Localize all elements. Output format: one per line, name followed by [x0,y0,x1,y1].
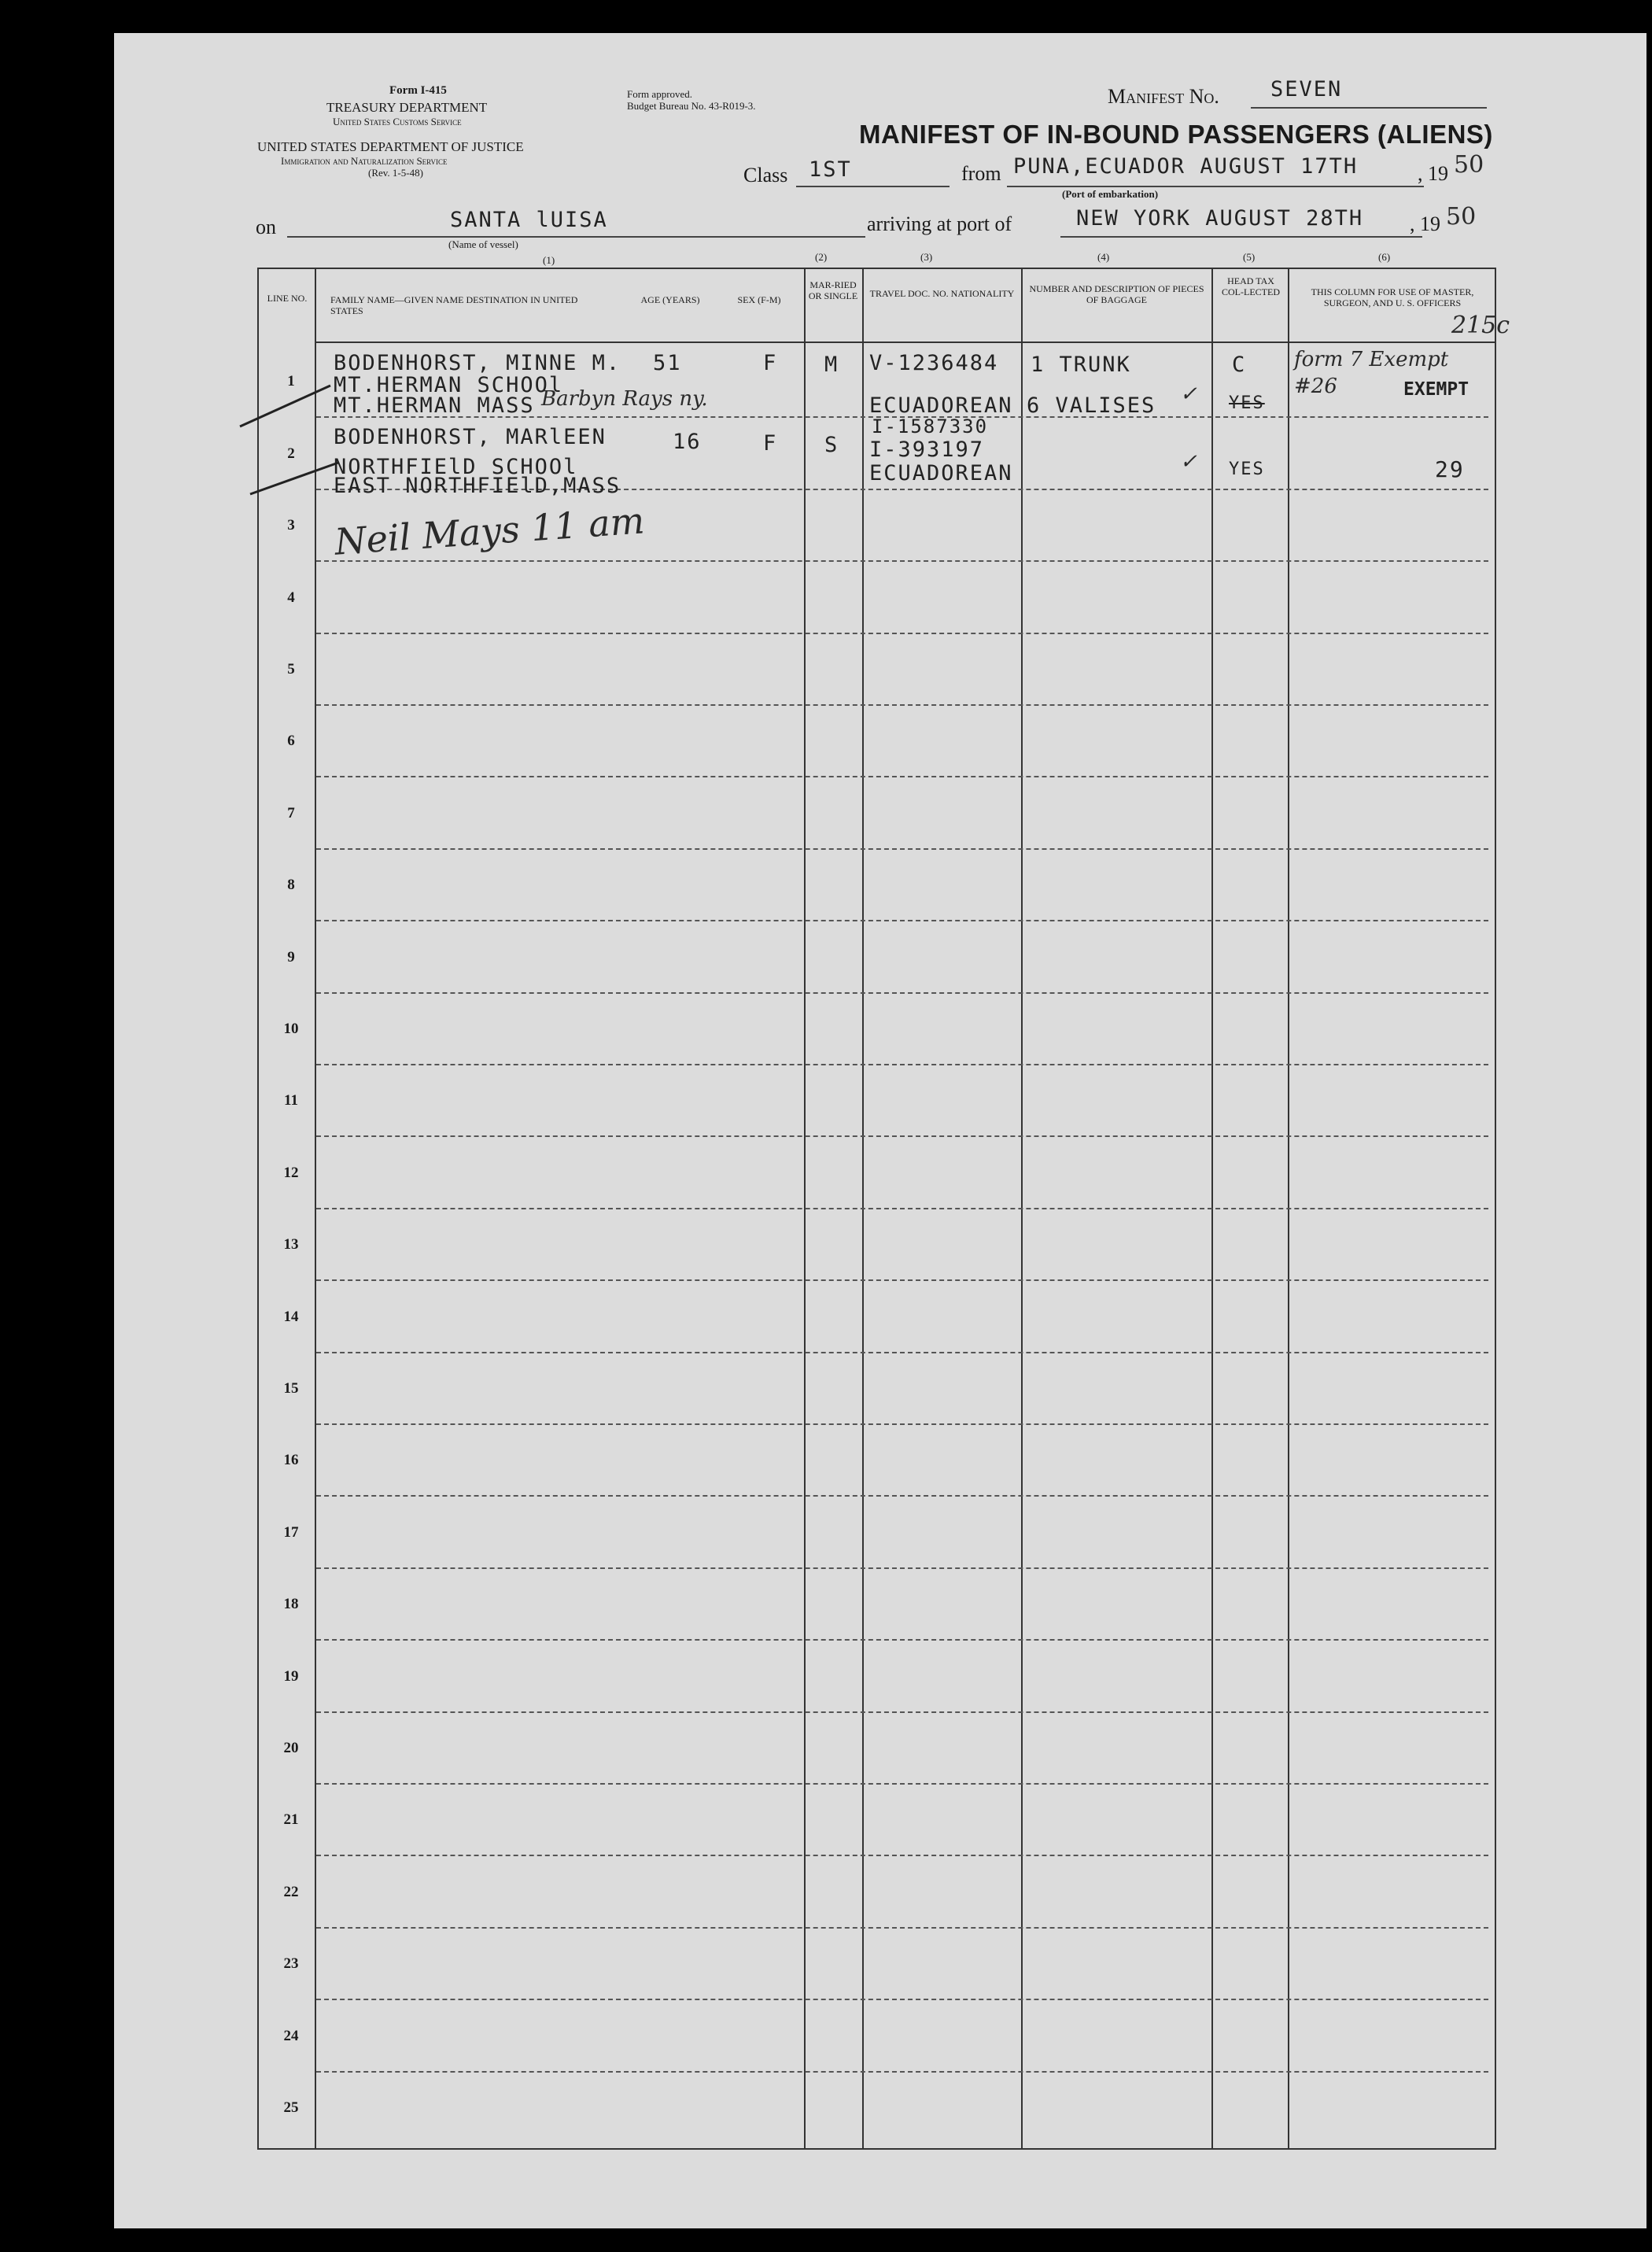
line-number: 4 [287,589,295,606]
entry2-doc: I-393197 [869,437,985,462]
vessel-caption: (Name of vessel) [448,238,518,250]
form-number: Form I-415 [389,84,447,97]
manifest-no-underline [1251,107,1487,109]
col-header-tax: HEAD TAX COL-LECTED [1222,275,1280,297]
manifest-no-label: Manifest No. [1108,85,1219,108]
budget-bureau: Budget Bureau No. 43-R019-3. [627,100,756,112]
signature: Neil Mays 11 am [333,499,646,563]
row-divider [316,1135,1488,1137]
line-number: 5 [287,661,295,677]
entry1-handwritten-official: form 7 Exempt #26 [1294,348,1449,398]
line-number: 20 [283,1740,299,1756]
class-underline [796,186,950,187]
line-number: 11 [284,1092,298,1109]
row-divider [316,1783,1488,1785]
justice-department: UNITED STATES DEPARTMENT OF JUSTICE [257,139,524,154]
vessel-name: SANTA lUISA [450,208,608,232]
on-label: on [256,216,276,238]
row-divider [316,1352,1488,1353]
col-header-baggage: NUMBER AND DESCRIPTION OF PIECES OF BAGGAGE [1029,283,1204,305]
check-mark-icon: ✓ [1180,450,1197,474]
line-number: 10 [283,1021,299,1037]
line-number: 22 [283,1883,299,1900]
line-number: 14 [283,1308,299,1325]
entry1-tax: YES [1229,393,1265,413]
entry1-doc: V-1236484 [869,351,999,375]
entry1-age: 51 [653,351,682,375]
arriving-label: arriving at port of [867,212,1012,235]
entry1-official: EXEMPT [1403,379,1469,400]
entry1-tax-top: C [1232,353,1247,377]
line-number: 15 [283,1380,299,1397]
row-divider [316,920,1488,921]
col-num-1: (1) [543,254,555,266]
customs-service: United States Customs Service [333,116,462,127]
row-divider [316,1208,1488,1209]
class-label: Class [743,164,788,186]
from-underline [1007,186,1424,187]
entry1-sex: F [763,351,778,375]
row-divider [316,704,1488,706]
line-number: 25 [283,2099,299,2116]
row-divider [316,633,1488,634]
line-number: 16 [283,1452,299,1469]
line-number: 23 [283,1955,299,1973]
entry2-official: 29 [1435,456,1465,482]
col-num-6: (6) [1378,251,1391,263]
col-num-5: (5) [1243,251,1256,263]
line-number: 21 [283,1811,299,1829]
ins-service: Immigration and Naturalization Service [281,155,448,167]
col-header-line: LINE NO. [267,293,308,304]
arrive-year: 50 [1446,203,1477,231]
entry1-marital: M [824,353,839,377]
row-divider [316,1064,1488,1065]
col-header-sex: SEX (F-M) [737,294,781,305]
entry2-sex: F [763,431,778,456]
entry1-baggage1: 1 TRUNK [1031,353,1131,377]
entry2-dest1: NORTHFIElD SCHOOl [334,455,578,479]
table-header-rule [316,341,1495,343]
row-divider [316,1495,1488,1497]
row-divider [316,1927,1488,1929]
row-divider [316,848,1488,850]
line-number: 9 [287,948,295,965]
entry1-baggage2: 6 VALISES [1027,393,1156,418]
col-num-2: (2) [815,251,828,263]
page-title: MANIFEST OF IN-BOUND PASSENGERS (ALIENS) [859,120,1493,149]
entry2-tax: YES [1229,460,1265,479]
line-number: 7 [287,804,295,821]
entry2-marital: S [824,433,839,457]
entry2-dest2: EAST NORTHFIElD,MASS [334,474,621,498]
entry2-age: 16 [673,430,702,454]
port-of-embarkation: PUNA,ECUADOR AUGUST 17TH [1013,154,1359,179]
row-divider [316,1999,1488,2000]
line-number: 13 [283,1236,299,1253]
line-number: 8 [287,877,295,894]
line-number: 17 [283,1523,299,1541]
row-divider [316,560,1488,562]
row-divider [316,1639,1488,1641]
col-header-travel: TRAVEL DOC. NO. NATIONALITY [869,288,1015,299]
row-divider [316,992,1488,994]
entry1-nationality: ECUADOREAN [869,393,1013,418]
form-approved: Form approved. [627,88,693,100]
arrival-port: NEW YORK AUGUST 28TH [1076,206,1364,231]
entry1-name: BODENHORST, MINNE M. [334,351,621,375]
row-divider [316,776,1488,777]
line-number: 1 [287,373,295,390]
row-divider [316,1711,1488,1713]
treasury-department: TREASURY DEPARTMENT [326,100,488,115]
line-number: 19 [283,1667,299,1685]
col-num-4: (4) [1097,251,1110,263]
vessel-underline [287,236,865,238]
line-number: 6 [287,733,295,750]
entry1-handwritten-dest: Barbyn Rays ny. [541,387,708,411]
arriving-underline [1060,236,1422,238]
col-header-married: MAR-RIED OR SINGLE [808,279,858,301]
class-value: 1ST [809,157,852,182]
manifest-no-value: SEVEN [1270,77,1343,102]
entry2-nationality: ECUADOREAN [869,461,1013,485]
row-divider [316,2071,1488,2073]
line-number: 3 [287,517,295,534]
col-header-name: FAMILY NAME—GIVEN NAME DESTINATION IN UNITED STATES [330,294,578,316]
row-divider [316,1423,1488,1425]
entry1-handwritten-corner: 215c [1451,312,1510,339]
arrive-year-prefix: , 19 [1410,212,1440,235]
port-embarkation-caption: (Port of embarkation) [1062,188,1159,200]
form-revision: (Rev. 1-5-48) [368,167,423,179]
from-year: 50 [1454,151,1484,179]
check-mark-icon: ✓ [1180,382,1197,406]
col-num-3: (3) [920,251,933,263]
entry1-dest1: MT.HERMAN SCHOOl [334,373,564,397]
line-number: 18 [283,1596,299,1613]
from-label: from [961,162,1001,185]
col-header-official: THIS COLUMN FOR USE OF MASTER, SURGEON, AND U. S. OFFICERS [1311,286,1474,308]
row-divider [316,1855,1488,1856]
line-number: 12 [283,1164,299,1181]
row-divider [316,1567,1488,1569]
entry2-name: BODENHORST, MARlEEN [334,425,607,449]
entry2-handwritten-doc: I-1587330 [872,415,989,437]
entry1-dest2: MT.HERMAN MASS [334,393,535,418]
col-header-age: AGE (YEARS) [640,294,700,305]
from-year-prefix: , 19 [1418,162,1448,185]
line-number: 24 [283,2027,299,2044]
row-divider [316,1279,1488,1281]
line-number: 2 [287,445,295,462]
line-out-marks [236,378,354,504]
